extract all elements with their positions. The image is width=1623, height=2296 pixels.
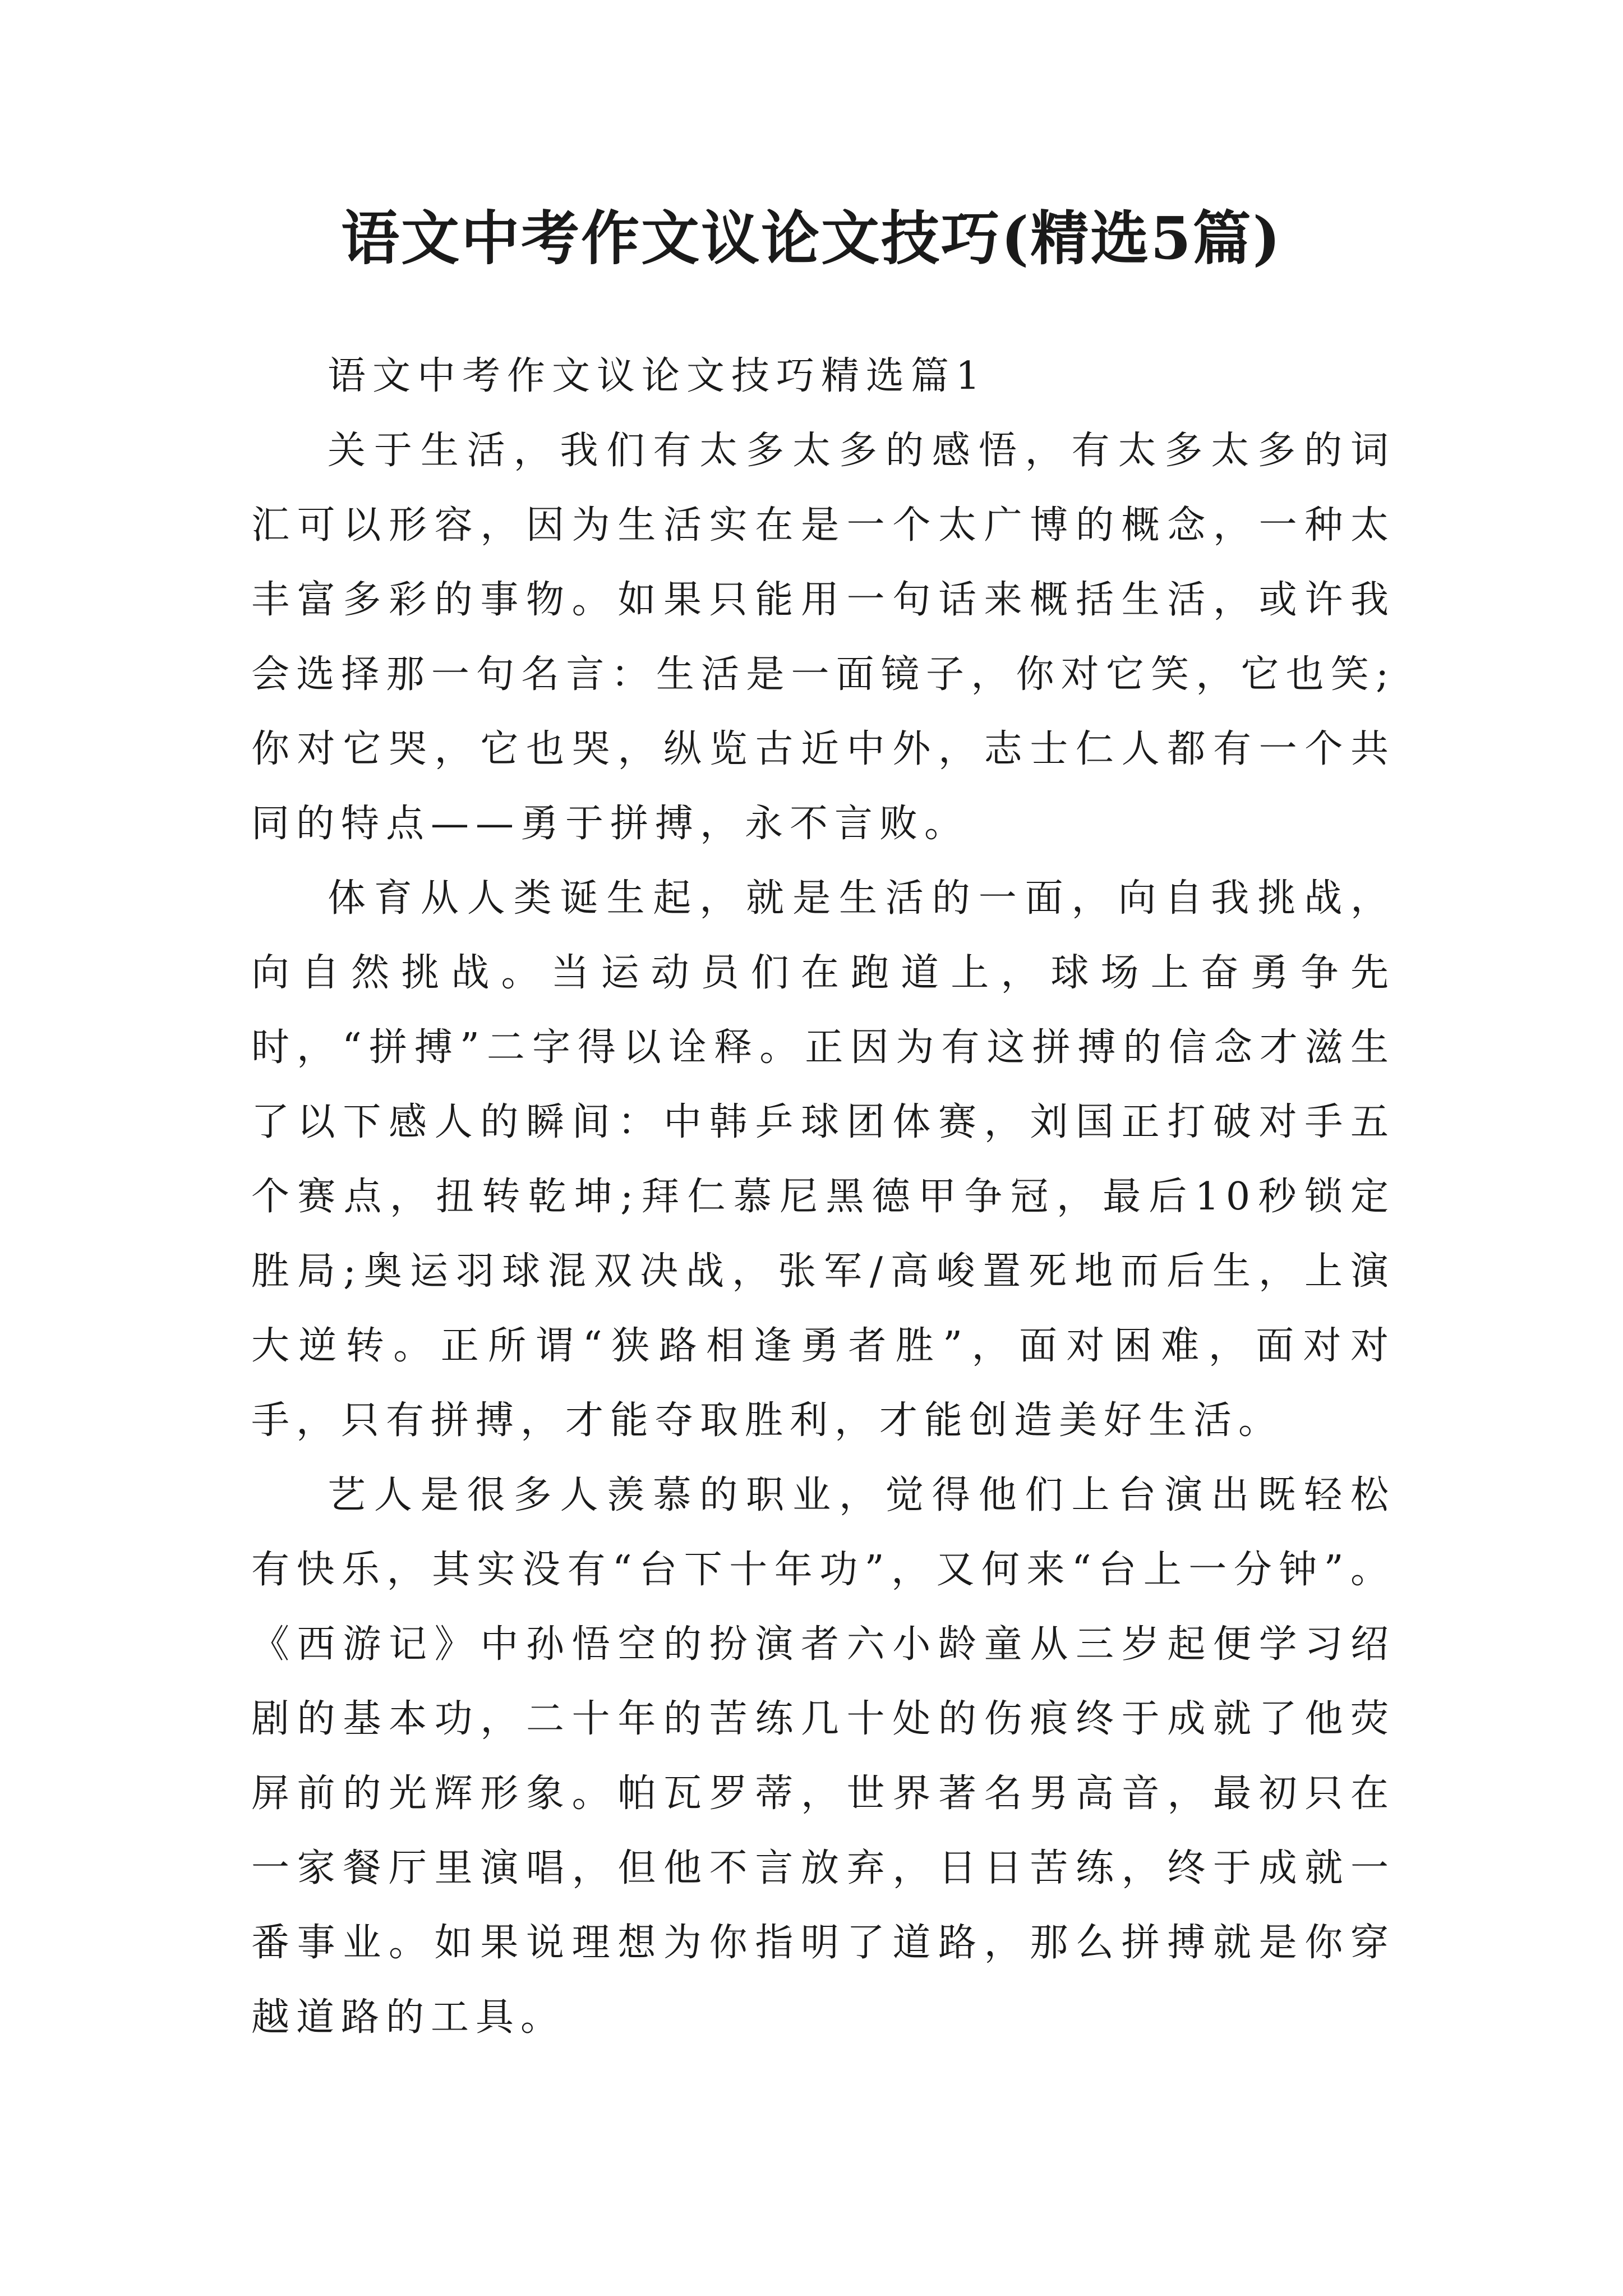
- paragraph-life: 关于生活，我们有太多太多的感悟，有太多太多的词汇可以形容，因为生活实在是一个太广博的概念，一种太丰富多彩的事物。如果只能用一句话来概括生活，或许我会选择那一句名言：生活是一面镜子，你对它笑，它也笑;你对它哭，它也哭，纵览古近中外，志士仁人都有一个共同的特点——勇于拼搏，永不言败。: [251, 429, 1395, 846]
- paragraph-artists: 艺人是很多人羡慕的职业，觉得他们上台演出既轻松有快乐，其实没有“台下十年功”，又何来“台上一分钟”。《西游记》中孙悟空的扮演者六小龄童从三岁起便学习绍剧的基本功，二十年的苦练几十处的伤痕终于成就了他荧屏前的光辉形象。帕瓦罗蒂，世界著名男高音，最初只在一家餐厅里演唱，但他不言放弃，日日苦练，终于成就一番事业。如果说理想为你指明了道路，那么拼搏就是你穿越道路的工具。: [251, 1473, 1395, 2040]
- paragraph-sports: 体育从人类诞生起，就是生活的一面，向自我挑战，向自然挑战。当运动员们在跑道上，球场上奋勇争先时，“拼搏”二字得以诠释。正因为有这拼搏的信念才滋生了以下感人的瞬间：中韩乒球团体赛，刘国正打破对手五个赛点，扭转乾坤;拜仁慕尼黑德甲争冠，最后10秒锁定胜局;奥运羽球混双决战，张军/高峻置死地而后生，上演大逆转。正所谓“狭路相逢勇者胜”，面对困难，面对对手，只有拼搏，才能夺取胜利，才能创造美好生活。: [251, 876, 1395, 1443]
- section-heading: 语文中考作文议论文技巧精选篇1: [328, 354, 987, 398]
- document-body: [251, 339, 1395, 2055]
- document-title: 语文中考作文议论文技巧(精选5篇): [341, 204, 1282, 273]
